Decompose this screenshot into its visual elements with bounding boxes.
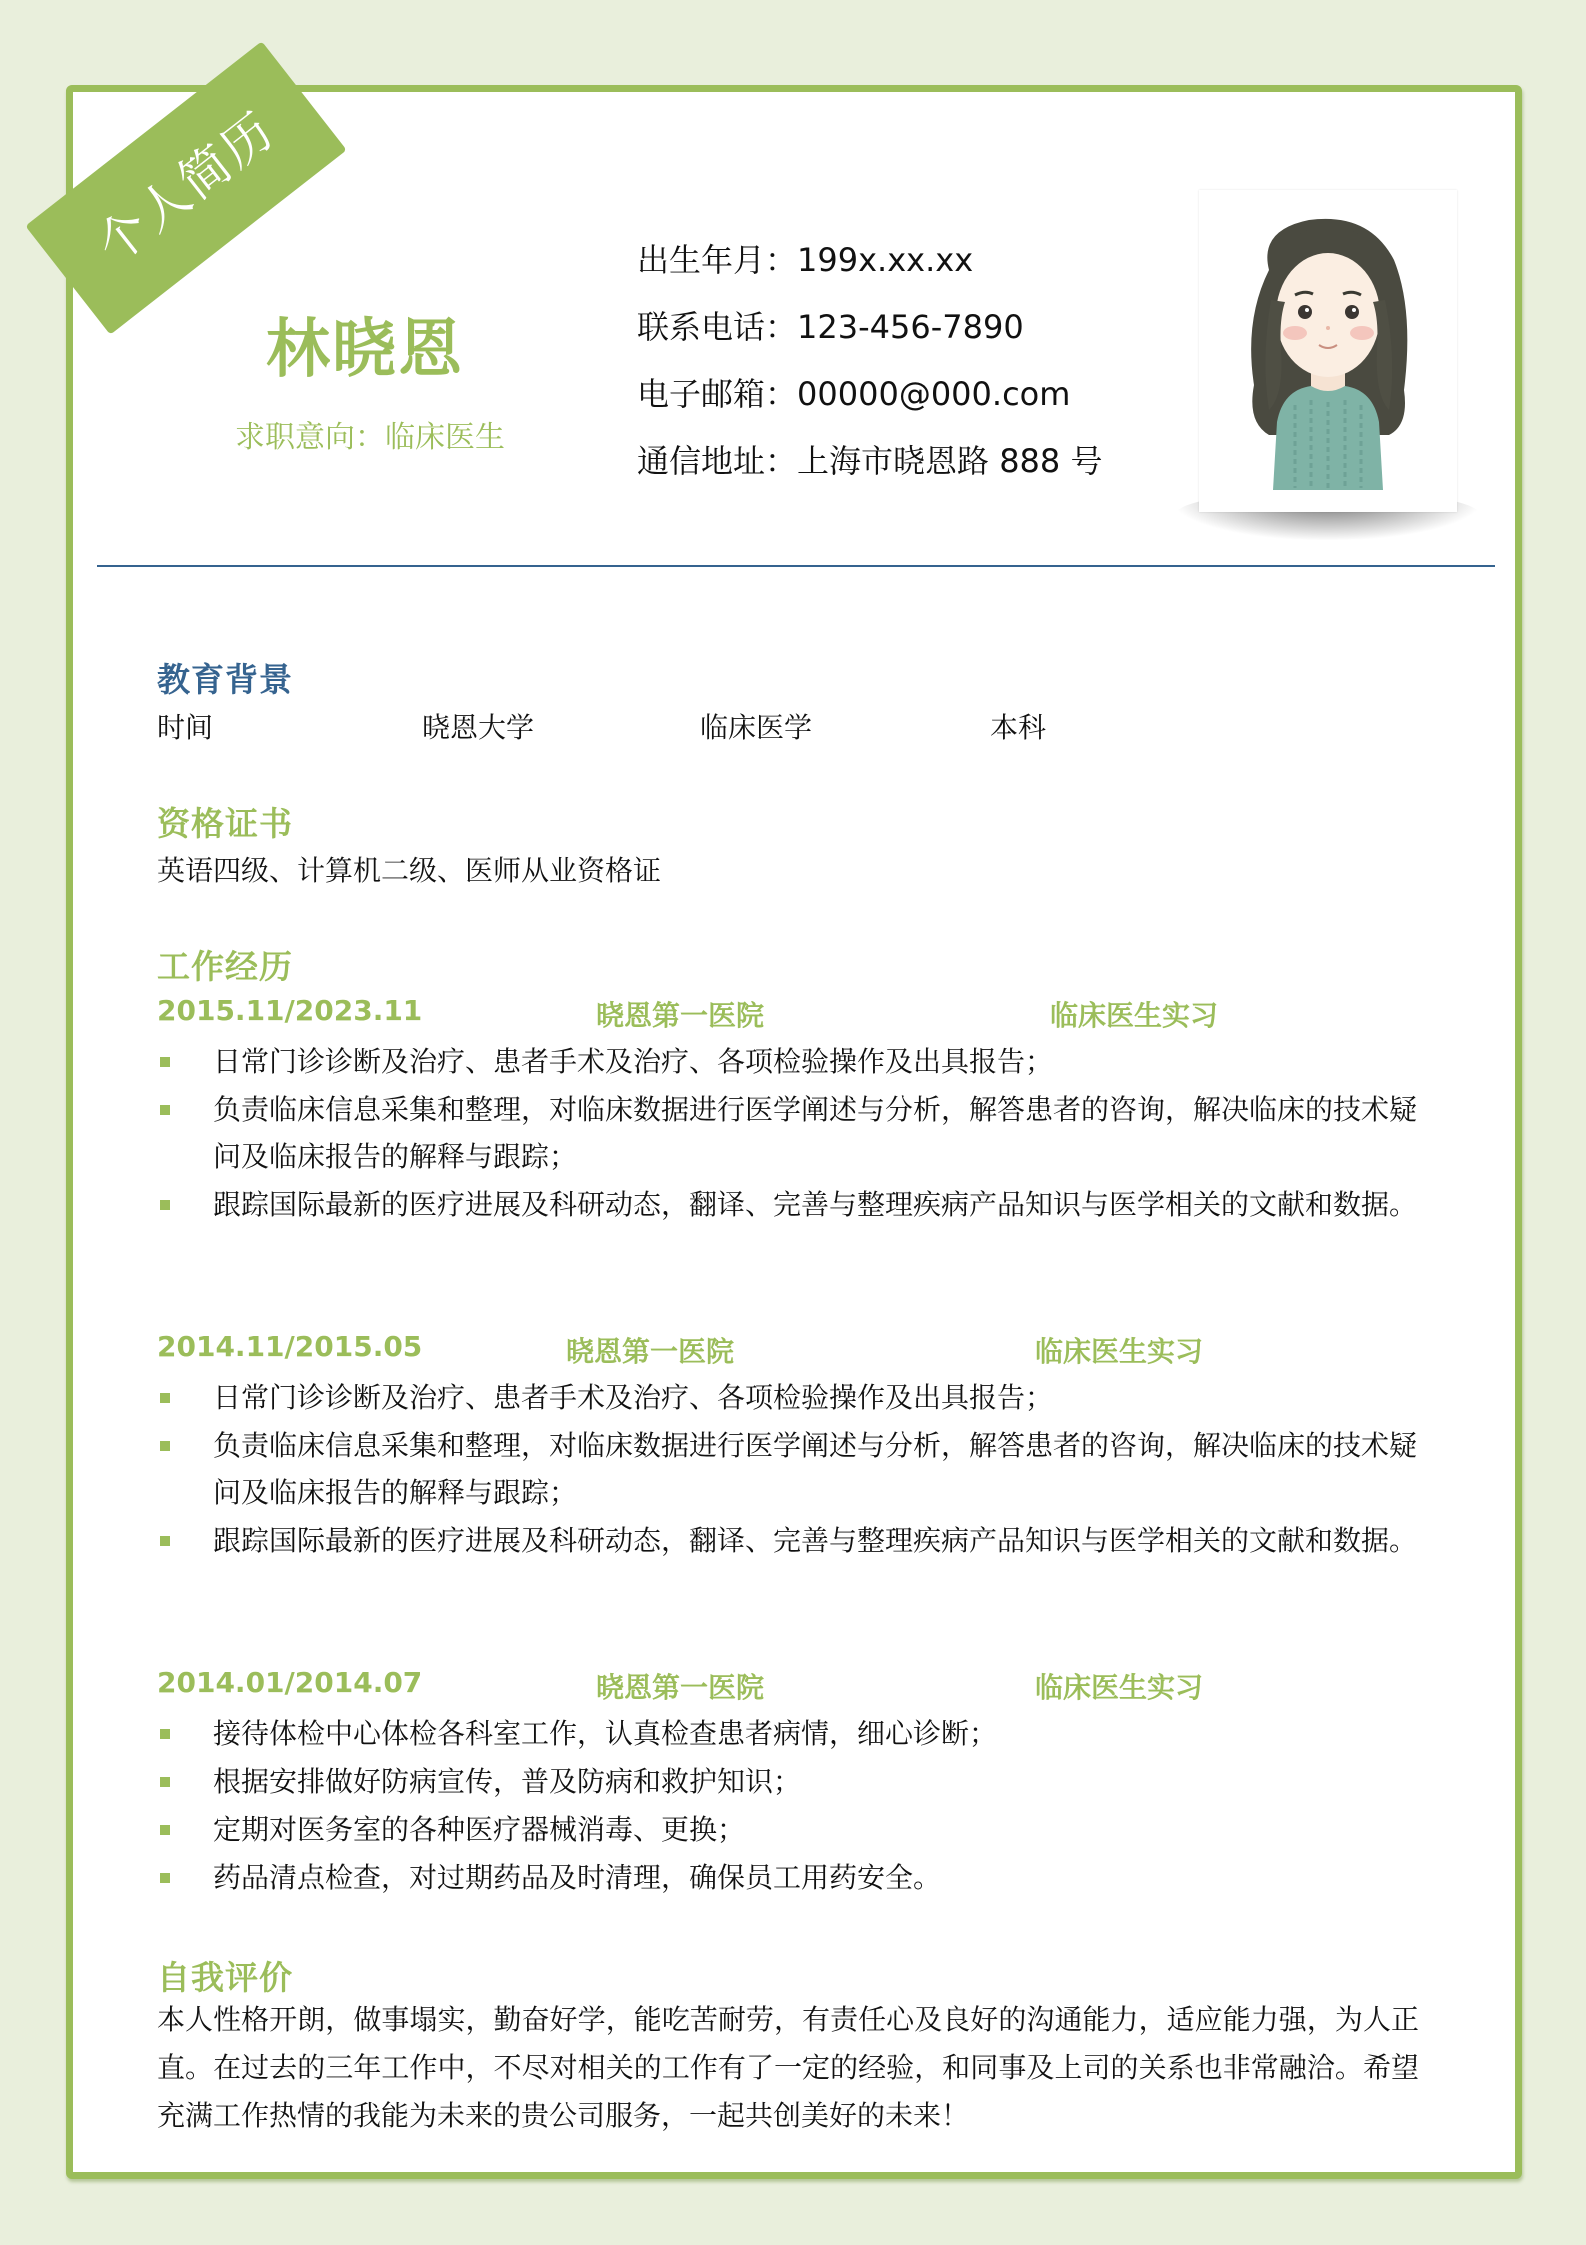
bullet-square-icon	[160, 1057, 170, 1067]
duty-item: 定期对医务室的各种医疗器械消毒、更换；	[157, 1806, 1417, 1853]
bullet-square-icon	[160, 1441, 170, 1451]
job-role: 临床医生实习	[1050, 999, 1219, 1032]
contact-email	[637, 374, 1102, 441]
job-role: 临床医生实习	[1035, 1335, 1204, 1368]
contact-value: 上海市晓恩路 888 号	[797, 442, 1103, 480]
duty-item: 跟踪国际最新的医疗进展及科研动态，翻译、完善与整理疾病产品知识与医学相关的文献和数据。	[157, 1517, 1417, 1564]
bullet-square-icon	[160, 1777, 170, 1787]
duty-item: 负责临床信息采集和整理，对临床数据进行医学阐述与分析，解答患者的咨询，解决临床的技术疑问及临床报告的解释与跟踪；	[157, 1086, 1417, 1180]
bullet-square-icon	[160, 1536, 170, 1546]
candidate-name: 林晓恩	[266, 313, 464, 387]
job-duties	[157, 1038, 1417, 1229]
job-header	[0, 1330, 1586, 1370]
job-period: 2014.01/2014.07	[157, 1666, 423, 1699]
education-school: 晓恩大学	[422, 711, 535, 744]
ribbon-label: 个人简历	[86, 101, 286, 275]
job-hospital: 晓恩第一医院	[566, 1335, 735, 1368]
self-evaluation-text: 本人性格开朗，做事塌实，勤奋好学，能吃苦耐劳，有责任心及良好的沟通能力，适应能力强，为人正直。在过去的三年工作中，不尽对相关的工作有了一定的经验，和同事及上司的关系也非常融洽。希望充满工作热情的我能为未来的贵公司服务，一起共创美好的未来！	[157, 2003, 1419, 2132]
job-hospital: 晓恩第一医院	[596, 1671, 765, 1704]
duty-item: 药品清点检查，对过期药品及时清理，确保员工用药安全。	[157, 1854, 1417, 1901]
section-title-education: 教育背景	[157, 660, 293, 699]
duty-item: 根据安排做好防病宣传，普及防病和救护知识；	[157, 1758, 1417, 1805]
education-time: 时间	[157, 711, 214, 744]
bullet-square-icon	[160, 1825, 170, 1835]
job-duties	[157, 1710, 1417, 1902]
section-title-self-evaluation: 自我评价	[157, 1958, 293, 1997]
section-title-certificates: 资格证书	[157, 804, 293, 843]
avatar-illustration-icon	[1199, 190, 1457, 512]
header-divider	[97, 565, 1495, 567]
contact-birth	[637, 240, 1102, 307]
job-period: 2014.11/2015.05	[157, 1330, 423, 1363]
section-title-work: 工作经历	[157, 947, 293, 986]
job-header	[0, 994, 1586, 1034]
contact-label: 通信地址：	[637, 442, 798, 480]
contact-label: 电子邮箱：	[637, 375, 798, 413]
duty-item: 接待体检中心体检各科室工作，认真检查患者病情，细心诊断；	[157, 1710, 1417, 1757]
job-duties	[157, 1374, 1417, 1565]
duty-item: 跟踪国际最新的医疗进展及科研动态，翻译、完善与整理疾病产品知识与医学相关的文献和数据。	[157, 1181, 1417, 1228]
education-row	[0, 706, 1586, 746]
certificates-text: 英语四级、计算机二级、医师从业资格证	[157, 854, 662, 887]
contact-info	[637, 240, 1102, 508]
job-hospital: 晓恩第一医院	[596, 999, 765, 1032]
profile-photo	[1199, 190, 1457, 512]
contact-value: 199x.xx.xx	[797, 241, 974, 279]
duty-item: 日常门诊诊断及治疗、患者手术及治疗、各项检验操作及出具报告；	[157, 1038, 1417, 1085]
job-role: 临床医生实习	[1035, 1671, 1204, 1704]
education-degree: 本科	[990, 711, 1047, 744]
contact-value: 123-456-7890	[797, 308, 1024, 346]
job-period: 2015.11/2023.11	[157, 994, 423, 1027]
bullet-square-icon	[160, 1729, 170, 1739]
contact-phone	[637, 307, 1102, 374]
education-major: 临床医学	[700, 711, 813, 744]
duty-item: 日常门诊诊断及治疗、患者手术及治疗、各项检验操作及出具报告；	[157, 1374, 1417, 1421]
bullet-square-icon	[160, 1393, 170, 1403]
contact-label: 出生年月：	[637, 241, 798, 279]
contact-address	[637, 441, 1102, 508]
job-header	[0, 1666, 1586, 1706]
job-intent: 求职意向：临床医生	[235, 420, 505, 455]
bullet-square-icon	[160, 1105, 170, 1115]
contact-label: 联系电话：	[637, 308, 798, 346]
contact-value: 00000@000.com	[797, 375, 1071, 413]
bullet-square-icon	[160, 1200, 170, 1210]
duty-item: 负责临床信息采集和整理，对临床数据进行医学阐述与分析，解答患者的咨询，解决临床的技术疑问及临床报告的解释与跟踪；	[157, 1422, 1417, 1516]
bullet-square-icon	[160, 1873, 170, 1883]
